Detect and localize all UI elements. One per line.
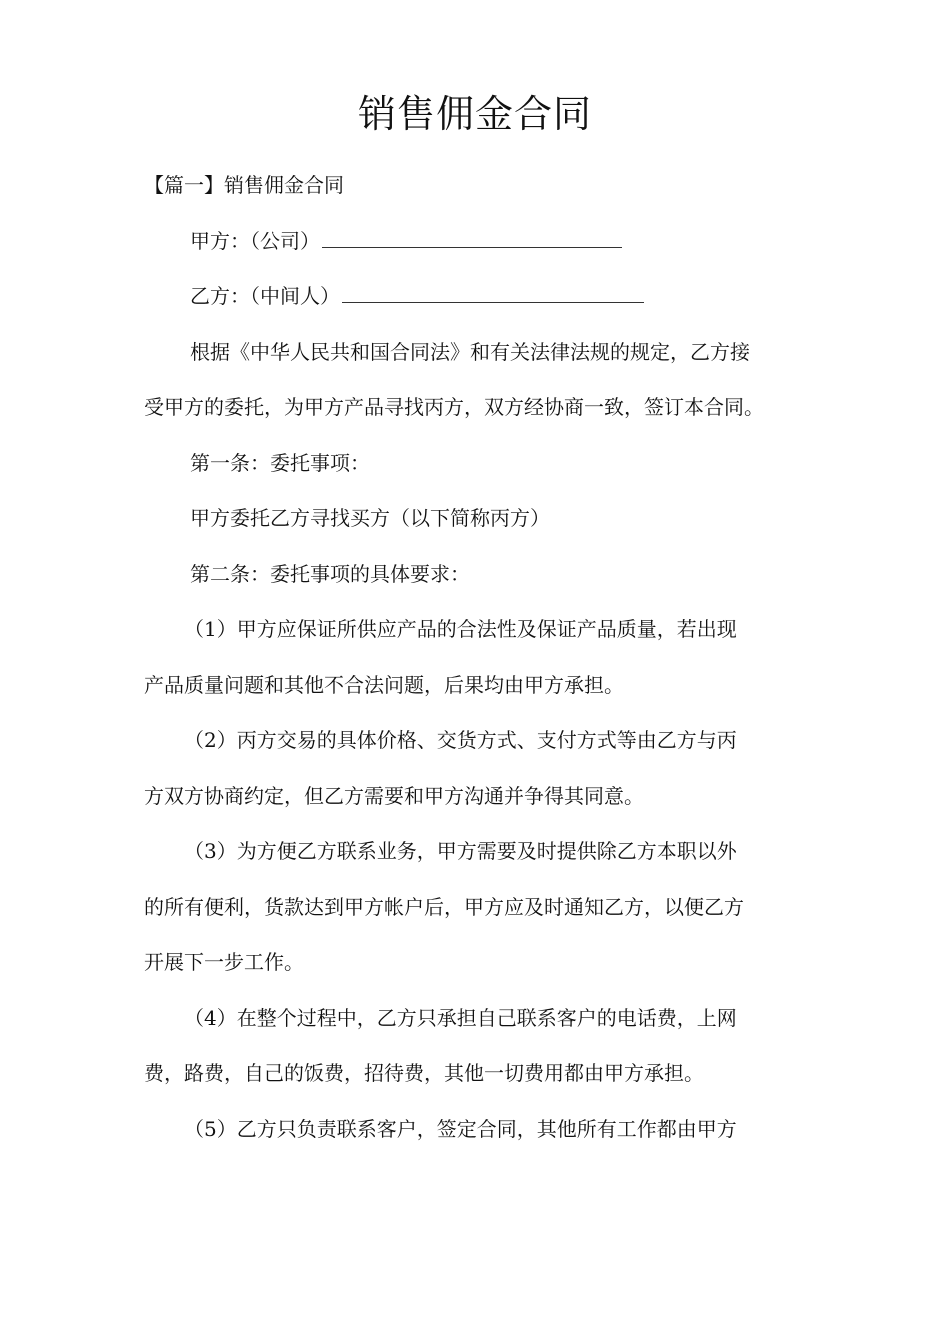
item-1-line-2: 产品质量问题和其他不合法问题，后果均由甲方承担。 (144, 672, 624, 697)
party-b-label: 乙方：（中间人） (190, 284, 340, 308)
party-b-blank (342, 284, 644, 303)
section-heading-text: 销售佣金合同 (224, 173, 344, 197)
section-tag: 【篇一】 (144, 173, 224, 197)
section-heading (144, 158, 824, 214)
item-4-line-2: 费，路费，自己的饭费，招待费，其他一切费用都由甲方承担。 (144, 1061, 704, 1085)
preamble-line-2: 受甲方的委托，为甲方产品寻找丙方，双方经协商一致，签订本合同。 (144, 395, 764, 419)
item-2-line-1: （2）丙方交易的具体价格、交货方式、支付方式等由乙方与丙 (184, 728, 737, 752)
item-4-line-1: （4）在整个过程中，乙方只承担自己联系客户的电话费，上网 (184, 1005, 737, 1030)
article-2-heading: 第二条：委托事项的具体要求： (190, 561, 470, 586)
party-b-line (144, 269, 824, 325)
party-a-label: 甲方：（公司） (190, 228, 320, 253)
party-a-line (144, 214, 824, 270)
document-title: 销售佣金合同 (357, 92, 592, 136)
party-a-blank (322, 229, 622, 248)
item-3-line-3: 开展下一步工作。 (144, 950, 304, 974)
document-body (144, 158, 824, 1157)
article-1-content: 甲方委托乙方寻找买方（以下简称丙方） (190, 506, 550, 530)
item-5-line-1: （5）乙方只负责联系客户，签定合同，其他所有工作都由甲方 (184, 1116, 737, 1141)
item-3-line-1: （3）为方便乙方联系业务，甲方需要及时提供除乙方本职以外 (184, 839, 737, 863)
item-2-line-2: 方双方协商约定，但乙方需要和甲方沟通并争得其同意。 (144, 783, 644, 808)
item-1-line-1: （1）甲方应保证所供应产品的合法性及保证产品质量，若出现 (184, 617, 737, 641)
preamble-line-1: 根据《中华人民共和国合同法》和有关法律法规的规定，乙方接 (190, 339, 750, 364)
article-1-heading: 第一条：委托事项： (190, 450, 370, 475)
item-3-line-2: 的所有便利，货款达到甲方帐户后，甲方应及时通知乙方，以便乙方 (144, 894, 744, 919)
